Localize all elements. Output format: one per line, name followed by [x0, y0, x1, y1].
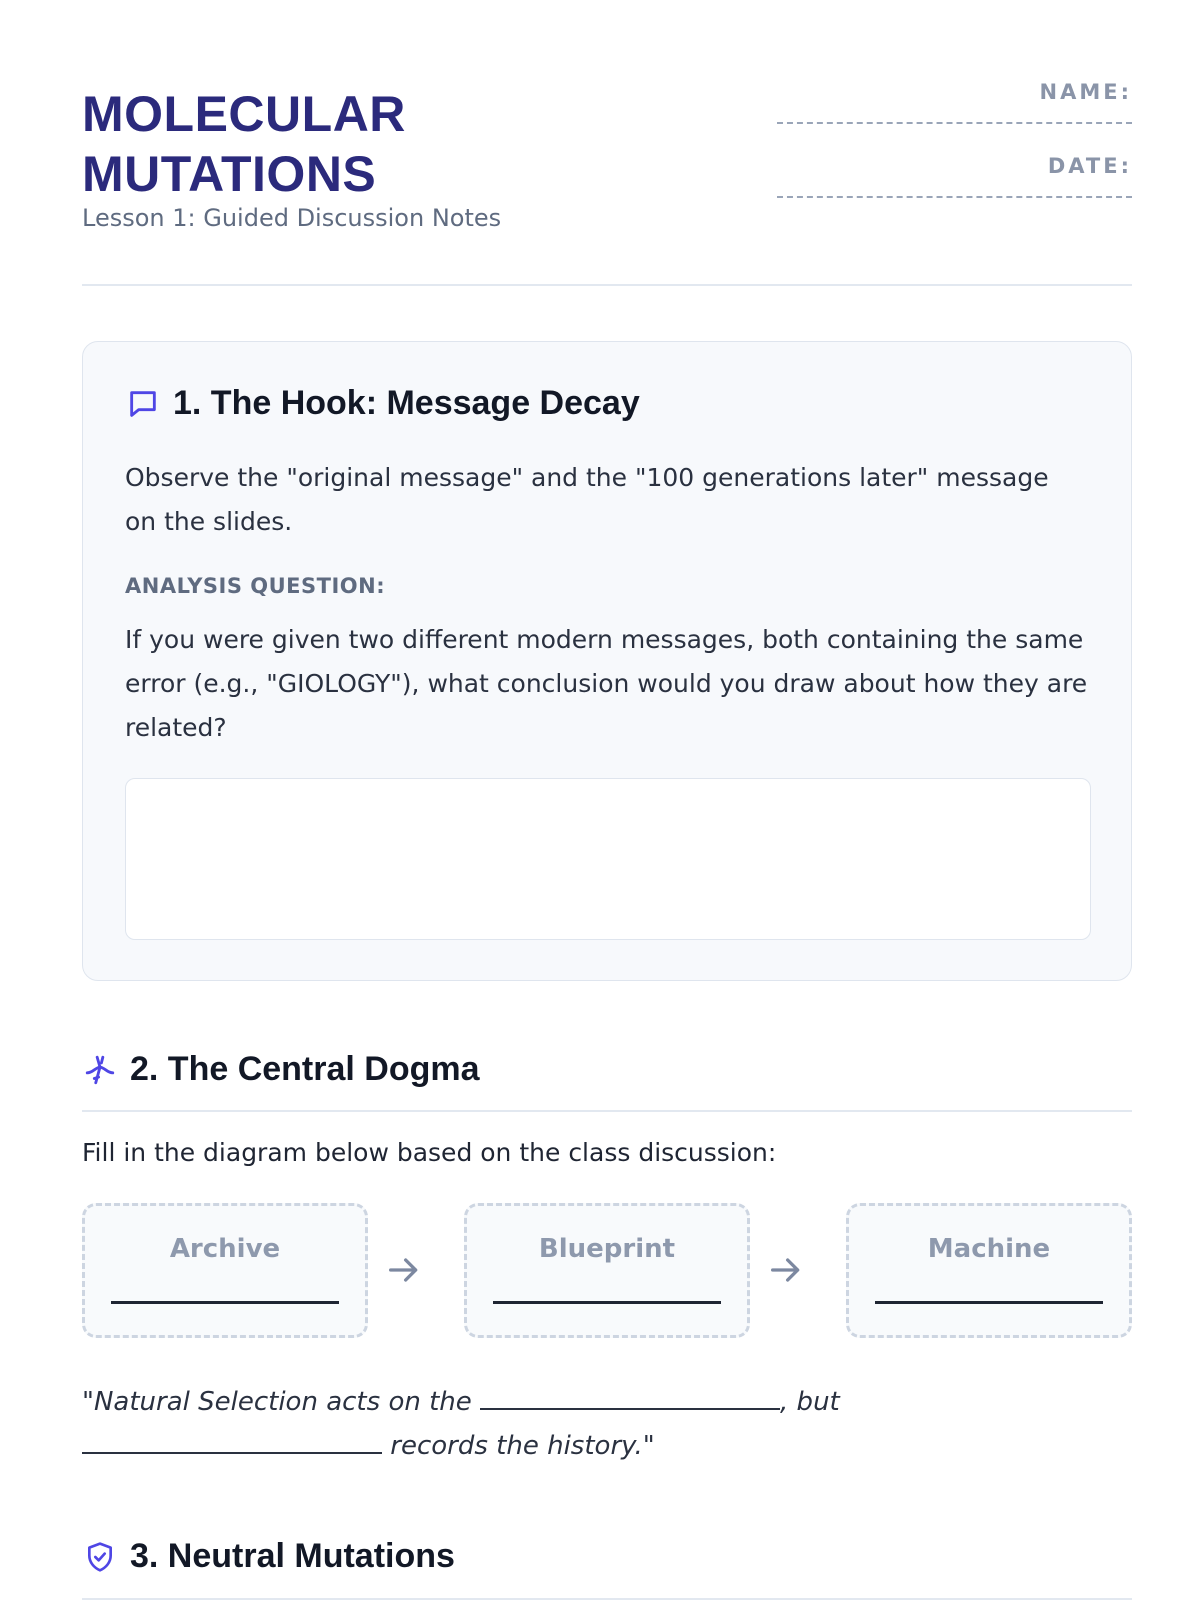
arrow-right-icon — [766, 1250, 806, 1290]
diagram-answer-line[interactable] — [493, 1301, 721, 1304]
name-field[interactable] — [777, 122, 1132, 124]
analysis-question: If you were given two different modern messages, both containing the same error (e.g., "GIOLOGY"), what conclusion would you draw about how they are related? — [125, 625, 1088, 742]
section-neutral-mutations-title: 3. Neutral Mutations — [130, 1537, 455, 1575]
section-hook-heading — [125, 384, 640, 423]
fill-in-quote — [82, 1380, 862, 1468]
page-subtitle: Lesson 1: Guided Discussion Notes — [82, 204, 502, 232]
diagram-box-archive — [82, 1203, 368, 1338]
section-hook-card — [82, 341, 1132, 981]
diagram-box-blueprint — [464, 1203, 750, 1338]
diagram-instructions: Fill in the diagram below based on the class discussion: — [82, 1138, 777, 1167]
diagram-answer-line[interactable] — [875, 1301, 1103, 1304]
observe-instructions: Observe the "original message" and the "100 generations later" message on the slides. — [125, 463, 1049, 536]
quote-text-2: , but — [780, 1387, 840, 1417]
chat-bubble-icon — [125, 386, 161, 422]
name-label: NAME: — [1039, 80, 1132, 104]
page-title — [82, 84, 642, 204]
section-central-dogma-title: 2. The Central Dogma — [130, 1050, 480, 1088]
diagram-box-label: Machine — [927, 1234, 1051, 1264]
date-label: DATE: — [1047, 154, 1132, 178]
arrow-right-icon — [384, 1250, 424, 1290]
date-field[interactable] — [777, 196, 1132, 198]
student-info — [777, 80, 1132, 228]
quote-blank-2[interactable] — [82, 1426, 382, 1454]
analysis-question-label: ANALYSIS QUESTION: — [125, 574, 386, 598]
dna-icon — [82, 1052, 118, 1088]
section-neutral-mutations-header — [82, 1537, 1132, 1600]
section-central-dogma-heading — [82, 1050, 480, 1089]
analysis-answer-field[interactable] — [125, 778, 1091, 940]
diagram-box-machine — [846, 1203, 1132, 1338]
diagram-answer-line[interactable] — [111, 1301, 339, 1304]
quote-text-1: "Natural Selection acts on the — [82, 1387, 481, 1417]
shield-check-icon — [82, 1539, 118, 1575]
worksheet-page — [82, 0, 1132, 1600]
diagram-box-label: Blueprint — [538, 1234, 676, 1264]
section-hook-title: 1. The Hook: Message Decay — [173, 384, 640, 422]
diagram-box-label: Archive — [169, 1234, 281, 1264]
worksheet-header — [82, 80, 1132, 286]
title-line-2: MUTATIONS — [82, 146, 377, 202]
section-central-dogma-header — [82, 1050, 1132, 1112]
central-dogma-diagram — [82, 1203, 1132, 1338]
title-line-1: MOLECULAR — [82, 86, 406, 142]
quote-text-3: records the history." — [382, 1431, 655, 1461]
quote-blank-1[interactable] — [480, 1382, 780, 1410]
section-neutral-mutations-heading — [82, 1537, 455, 1576]
